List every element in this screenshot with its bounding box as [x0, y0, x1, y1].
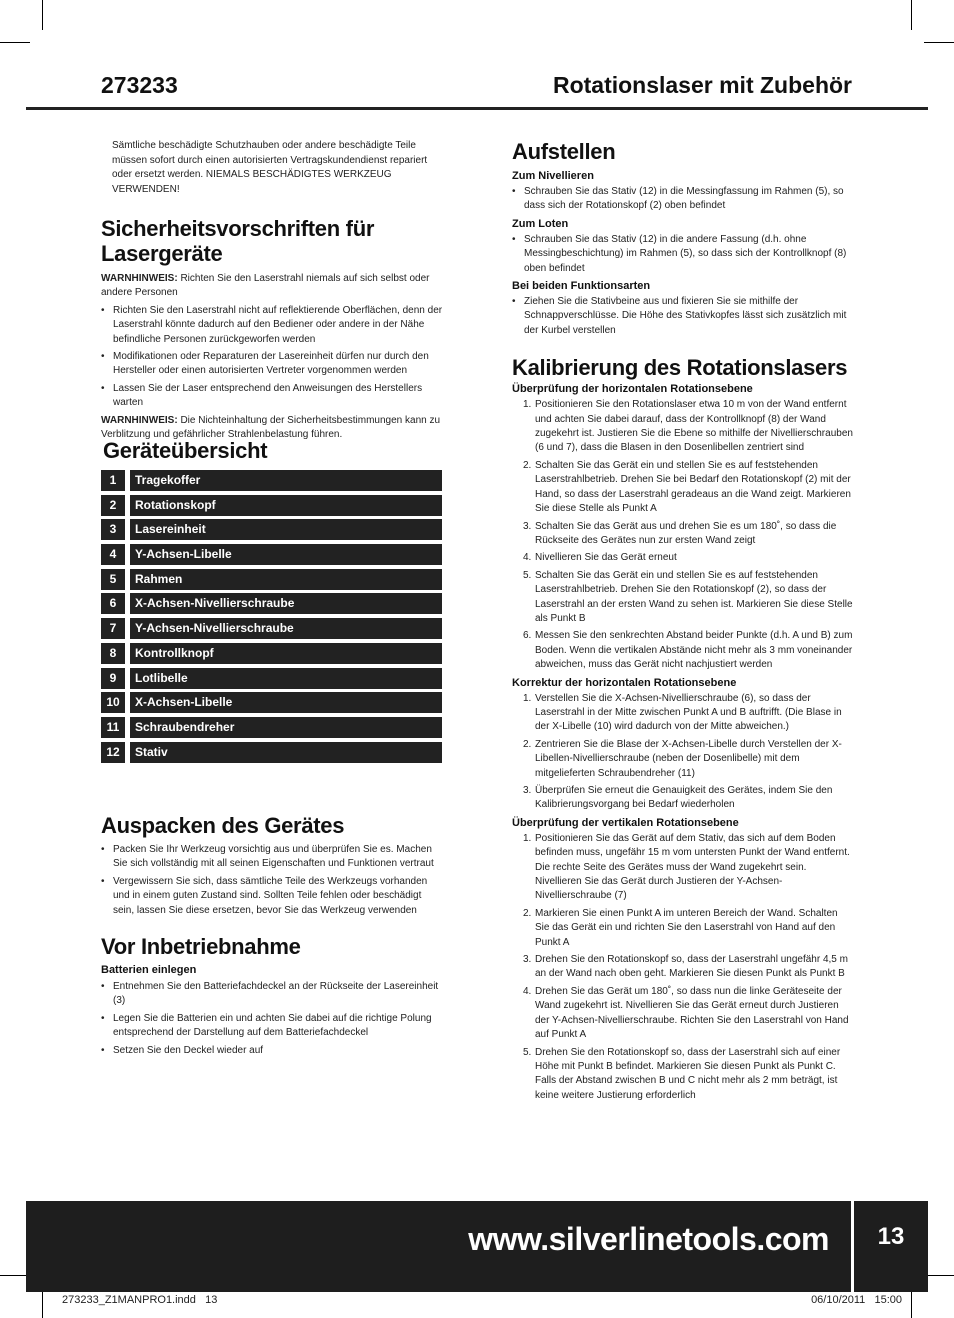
crop-mark	[42, 1288, 43, 1318]
crop-mark	[924, 42, 954, 43]
intro-text: Sämtliche beschädigte Schutzhauben oder andere beschädigte Teile müssen sofort durch einen autorisierten Vertragskundendienst repariert oder ersetzt werden. NIEMALS BESCHÄDIGTES WERKZEUG VERWENDEN!	[112, 140, 428, 195]
table-row	[101, 742, 442, 763]
part-name: X-Achsen-Libelle	[130, 692, 442, 713]
unpacking-list	[101, 843, 443, 918]
item-text: Messen Sie den senkrechten Abstand beider Punkte (d.h. A und B) zum Boden. Wenn die vertikalen Abstände nicht mehr als 3 mm voneinander abweichen, muss das Gerät nicht nachjustiert werden	[535, 630, 853, 671]
crop-mark	[911, 0, 912, 30]
item-number: 3.	[523, 785, 532, 796]
product-code: 273233	[101, 72, 178, 98]
part-name: Lotlibelle	[130, 668, 442, 689]
part-number: 9	[101, 668, 125, 689]
list-item	[512, 569, 854, 627]
header-rule	[26, 107, 928, 110]
part-name: Stativ	[130, 742, 442, 763]
parts-table	[101, 470, 442, 766]
before-use-heading: Vor Inbetriebnahme	[101, 934, 301, 960]
setup-list	[512, 233, 854, 276]
item-text: Schalten Sie das Gerät ein und stellen Sie es auf feststehenden Laserstrahlbetrieb. Drehen Sie den Rotationskopf (2), so dass der Laserstrahl an der ersten Wand zu sehen ist. Markieren Sie diese Stelle als Punkt B	[535, 569, 853, 624]
item-number: 1.	[523, 399, 532, 411]
item-number: 2.	[523, 738, 532, 750]
setup-list	[512, 295, 854, 338]
crop-mark	[924, 1275, 954, 1276]
part-number: 6	[101, 593, 125, 614]
list-item: • Setzen Sie den Deckel wieder auf	[101, 1044, 443, 1058]
list-item	[512, 784, 854, 813]
list-item: • Packen Sie Ihr Werkzeug vorsichtig aus und überprüfen Sie es. Machen Sie sich vollständig mit all seinen Eigenschaften und Funktionen vertraut	[101, 843, 443, 872]
part-name: X-Achsen-Nivellierschraube	[130, 593, 442, 614]
list-item: • Ziehen Sie die Stativbeine aus und fixieren Sie sie mithilfe der Schnappverschlüsse. Die Höhe des Stativkopfes lässt sich zusätzlich mit der Kurbel verstellen	[512, 295, 854, 338]
table-row	[101, 593, 442, 614]
item-number: 1.	[523, 692, 532, 704]
item-number: 5.	[523, 569, 532, 581]
list-item: • Schrauben Sie das Stativ (12) in die andere Fassung (d.h. ohne Messingbeschichtung) im Rahmen (5), so dass sich der Kontrollknopf (8) oben befindet	[512, 233, 854, 276]
list-item	[512, 398, 854, 456]
item-number: 1.	[523, 832, 532, 844]
list-item: • Schrauben Sie das Stativ (12) in die Messingfassung im Rahmen (5), so dass sich der Rotationskopf (2) oben befindet	[512, 185, 854, 214]
item-text: Verstellen Sie die X-Achsen-Nivellierschraube (6), so dass der Laserstrahl in der Mitte zwischen Punkt A und B auftrifft. (Die Blase in der X-Libelle (10) wird dadurch von der Mitte abweichen.)	[535, 692, 842, 733]
item-number: 4.	[523, 552, 532, 564]
setup-subheading: Zum Nivellieren	[512, 170, 594, 182]
left-column-lower	[101, 813, 443, 1061]
page-number: 13	[877, 1223, 905, 1250]
item-text: Positionieren Sie den Rotationslaser etwa 10 m von der Wand entfernt und achten Sie dabei darauf, dass der Kontrollknopf (8) der Wand zugekehrt ist. Justieren Sie die Ebene so mithilfe der Nivellierschrauben (6 und 7), dass die Blasen in den Dosenlibellen zentriert sind	[535, 399, 853, 454]
website-link[interactable]: www.silverlinetools.com	[468, 1221, 829, 1257]
list-item: • Vergewissern Sie sich, dass sämtliche Teile des Werkzeugs vorhanden und in einem guten Zustand sind. Sollten Teile fehlen oder beschädigt sein, lassen Sie diese ersetzen, bevor Sie das Werkzeug verwenden	[101, 875, 443, 918]
page-title: Rotationslaser mit Zubehör	[552, 72, 852, 98]
calibration-subheading: Korrektur der horizontalen Rotationsebene	[512, 676, 737, 689]
item-number: 4.	[523, 985, 532, 997]
list-item	[512, 629, 854, 672]
left-column	[101, 139, 443, 442]
part-name: Rahmen	[130, 569, 442, 590]
table-row	[101, 569, 442, 590]
calibration-subheading: Überprüfung der horizontalen Rotationsebene	[512, 383, 753, 396]
battery-list	[101, 980, 443, 1058]
item-number: 3.	[523, 520, 532, 532]
item-number: 6.	[523, 630, 532, 642]
part-name: Kontrollknopf	[130, 643, 442, 664]
list-item	[512, 551, 854, 565]
part-name: Rotationskopf	[130, 495, 442, 516]
file-slug: 273233_Z1MANPRO1.indd 13	[62, 1294, 218, 1306]
part-number: 4	[101, 544, 125, 565]
item-number: 2.	[523, 459, 532, 471]
warning-text: Richten Sie den Laserstrahl niemals auf sich selbst oder andere Personen	[101, 273, 430, 299]
unpacking-heading: Auspacken des Gerätes	[101, 813, 345, 838]
item-text: Schalten Sie das Gerät aus und drehen Sie es um 180˚, so dass die Rückseite des Gerätes nun zur ersten Wand zeigt	[535, 520, 837, 546]
item-text: Positionieren Sie das Gerät auf dem Stativ, das sich auf dem Boden befinden muss, ungefähr 15 m vom untersten Punkt der Wand entfernt. Die rechte Seite des Gerätes muss der Wand zugekehrt sein. Nivellieren Sie das Gerät durch Justieren der Y-Achsen-Nivellierschraube (7)	[535, 832, 850, 902]
setup-subheading: Zum Loten	[512, 217, 569, 230]
list-item: • Modifikationen oder Reparaturen der Lasereinheit dürfen nur durch den Hersteller oder einen autorisierten Vertreter vorgenommen werden	[101, 350, 443, 379]
crop-mark	[42, 0, 43, 30]
crop-mark	[0, 42, 30, 43]
list-item	[512, 1046, 854, 1104]
warning-text: Die Nichteinhaltung der Sicherheitsbestimmungen kann zu Verblitzung und gefährlicher Strahlenbelastung führen.	[101, 414, 441, 441]
safety-list	[101, 304, 443, 411]
setup-list	[512, 185, 854, 214]
list-item	[512, 738, 854, 781]
date-slug: 06/10/2011 15:00	[811, 1294, 902, 1306]
item-number: 5.	[523, 1046, 532, 1058]
item-number: 3.	[523, 954, 532, 966]
table-row	[101, 519, 442, 540]
table-row	[101, 668, 442, 689]
crop-mark	[911, 1288, 912, 1318]
part-name: Y-Achsen-Nivellierschraube	[130, 618, 442, 639]
list-item	[512, 520, 854, 549]
overview-heading: Geräteübersicht	[103, 438, 268, 463]
table-row	[101, 618, 442, 639]
calibration-subheading: Überprüfung der vertikalen Rotationsebene	[512, 816, 739, 829]
table-row	[101, 544, 442, 565]
setup-subheading: Bei beiden Funktionsarten	[512, 280, 651, 293]
item-text: Nivellieren Sie das Gerät erneut	[535, 552, 677, 564]
calibration-heading: Kalibrierung des Rotationslasers	[512, 355, 848, 381]
part-number: 3	[101, 519, 125, 540]
part-number: 5	[101, 569, 125, 590]
list-item	[512, 459, 854, 517]
part-number: 1	[101, 470, 125, 491]
calibration-list	[512, 398, 854, 672]
setup-heading: Aufstellen	[512, 139, 616, 164]
battery-subheading: Batterien einlegen	[101, 964, 197, 977]
table-row	[101, 643, 442, 664]
safety-heading: Sicherheitsvorschriften für Lasergeräte	[101, 216, 375, 266]
list-item: • Richten Sie den Laserstrahl nicht auf reflektierende Oberflächen, denn der Laserstrahl könnte dadurch auf den Bediener oder andere in der Nähe befindliche Personen zurückgeworfen werden	[101, 304, 443, 347]
item-text: Schalten Sie das Gerät ein und stellen Sie es auf feststehenden Laserstrahlbetrieb. Drehen Sie bei Bedarf den Rotationskopf (2) mit der Hand, so dass der Laserstrahl geradeaus an die Wand zeigt. Markieren Sie diese Stelle als Punkt A	[535, 459, 851, 515]
part-number: 12	[101, 742, 125, 763]
calibration-list	[512, 692, 854, 813]
item-text: Überprüfen Sie erneut die Genauigkeit des Gerätes, indem Sie den Kalibrierungsvorgang bei Bedarf wiederholen	[535, 785, 833, 811]
part-number: 2	[101, 495, 125, 516]
item-text: Drehen Sie das Gerät um 180˚, so dass nun die linke Geräteseite der Wand zugekehrt ist. Nivellieren Sie das Gerät erneut durch Justieren der Y-Achsen-Nivellierschraube. Richten Sie den Laserstrahl von Hand auf Punkt A	[535, 985, 849, 1041]
page-number-box	[854, 1201, 928, 1292]
list-item	[512, 692, 854, 735]
safety-warning-1	[101, 272, 443, 301]
list-item	[512, 953, 854, 982]
table-row	[101, 692, 442, 713]
right-column	[512, 139, 854, 1106]
list-item	[512, 832, 854, 904]
warning-label: WARNHINWEIS:	[101, 414, 178, 426]
table-row	[101, 717, 442, 738]
part-name: Lasereinheit	[130, 519, 442, 540]
warning-label: WARNHINWEIS:	[101, 273, 178, 284]
part-name: Tragekoffer	[130, 470, 442, 491]
list-item: • Lassen Sie der Laser entsprechend den Anweisungen des Herstellers warten	[101, 382, 443, 411]
table-row	[101, 495, 442, 516]
list-item: • Entnehmen Sie den Batteriefachdeckel an der Rückseite der Lasereinheit (3)	[101, 980, 443, 1009]
part-number: 8	[101, 643, 125, 664]
list-item	[512, 985, 854, 1043]
part-name: Y-Achsen-Libelle	[130, 544, 442, 565]
part-number: 10	[101, 692, 125, 713]
list-item	[512, 907, 854, 950]
calibration-list	[512, 832, 854, 1103]
part-number: 7	[101, 618, 125, 639]
item-text: Markieren Sie einen Punkt A im unteren Bereich der Wand. Schalten Sie das Gerät ein und richten Sie den Laserstrahl von Hand auf den Punkt A	[535, 907, 838, 948]
footer-bar	[26, 1201, 851, 1292]
item-number: 2.	[523, 907, 532, 919]
item-text: Drehen Sie den Rotationskopf so, dass der Laserstrahl sich auf einer Höhe mit Punkt B befindet. Markieren Sie diesen Punkt als Punkt C. Falls der Abstand zwischen B und C nicht mehr als 2 mm beträgt, ist keine weitere Justierung erforderlich	[535, 1046, 841, 1101]
part-number: 11	[101, 717, 125, 738]
item-text: Zentrieren Sie die Blase der X-Achsen-Libelle durch Verstellen der X-Libellen-Nivellierschraube (neben der Dosenlibelle) mit dem mitgelieferten Schraubendreher (11)	[535, 738, 842, 779]
part-name: Schraubendreher	[130, 717, 442, 738]
item-text: Drehen Sie den Rotationskopf so, dass der Laserstrahl ungefähr 4,5 m an der Wand nach oben geht. Markieren Sie diesen Punkt als Punkt B	[535, 954, 848, 980]
table-row	[101, 470, 442, 491]
list-item: • Legen Sie die Batterien ein und achten Sie dabei auf die richtige Polung entsprechend der Darstellung auf dem Batteriefachdeckel	[101, 1012, 443, 1041]
